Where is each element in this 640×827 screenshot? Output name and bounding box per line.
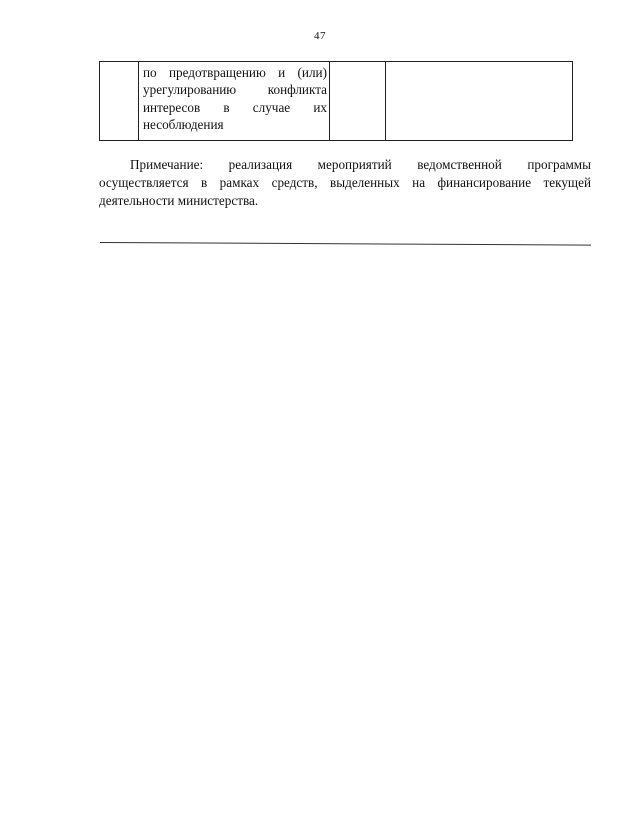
measures-table — [99, 61, 573, 141]
measure-line: по предотвращению и (или) — [143, 65, 327, 80]
table-cell-term — [330, 62, 386, 141]
measure-line: интересов в случае их — [143, 99, 327, 115]
table-cell-number — [100, 62, 139, 141]
measure-line: урегулированию конфликта — [143, 82, 327, 98]
table-row — [100, 62, 573, 141]
page-number: 47 — [314, 30, 326, 42]
measure-line: несоблюдения — [143, 117, 224, 133]
table-cell-measure — [139, 62, 330, 141]
note-paragraph: Примечание: реализация мероприятий ведомственной программы осуществляется в рамках средств, выделенных на финансирование текущей деятельности министерства. — [99, 157, 591, 208]
table-cell-responsible — [386, 62, 573, 141]
horizontal-rule — [100, 242, 591, 246]
measure-description — [139, 62, 329, 134]
